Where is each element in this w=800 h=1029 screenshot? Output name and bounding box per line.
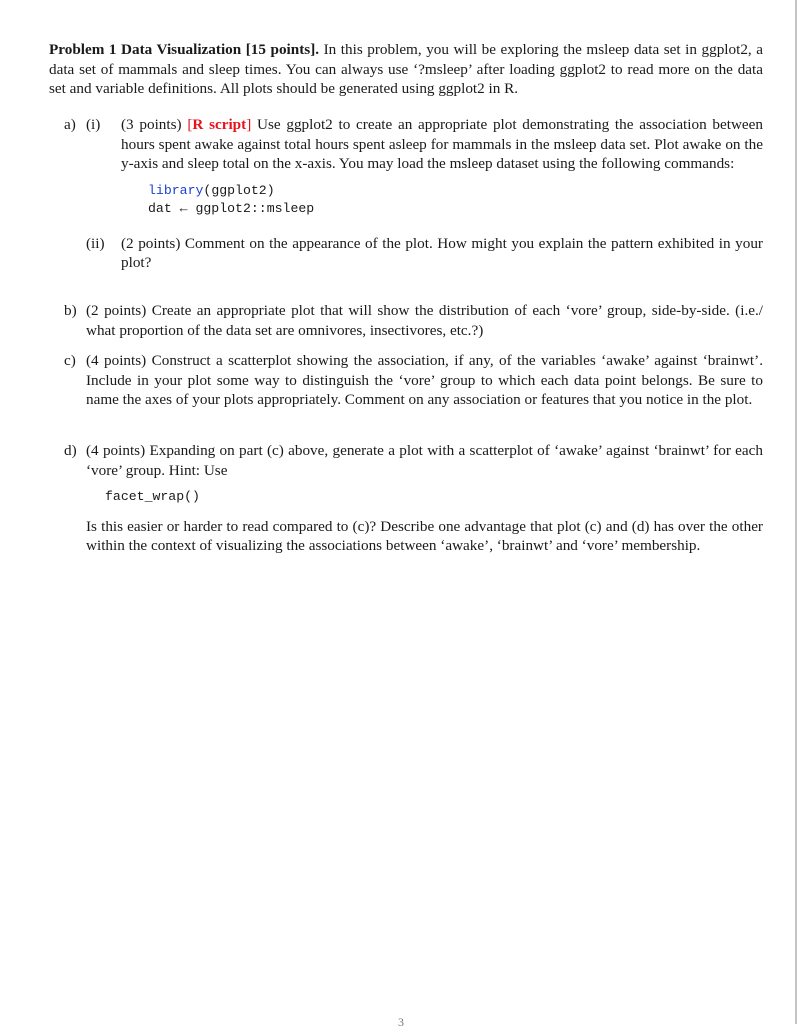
part-a-i-points: (3 points) (121, 116, 182, 133)
code-facet-wrap: facet_wrap() (105, 489, 200, 504)
part-d (49, 441, 763, 556)
r-script-tag: [R script] (187, 116, 252, 133)
problem-heading: Problem 1 Data Visualization [15 points]. (49, 41, 320, 58)
part-c (49, 351, 763, 410)
part-c-marker: c) (64, 352, 76, 369)
code-line-dat: dat ← ggplot2::msleep (148, 201, 315, 216)
part-d-marker: d) (64, 442, 77, 459)
part-a-i-marker: (i) (86, 116, 101, 133)
part-b-text: (2 points) Create an appropriate plot that will show the distribution of each ‘vore’ group, side-by-side. (i.e./ what proportion of the data set are omnivores, insectivores, etc.?) (86, 302, 763, 339)
part-a-i (86, 115, 763, 219)
code-line-library: library(ggplot2) (148, 182, 275, 198)
part-c-text: (4 points) Construct a scatterplot showing the association, if any, of the variables ‘awake’ against ‘brainwt’. Include in your plot some way to distinguish the ‘vore’ group to which each data point belongs. Be sure to name the axes of your plots appropriately. Comment on any association or features that you notice in the plot. (86, 352, 763, 408)
problem-intro (49, 40, 763, 99)
part-a-ii-marker: (ii) (86, 234, 105, 252)
part-a-ii (86, 234, 763, 273)
part-a-i-text: Use ggplot2 to create an appropriate plot demonstrating the association between hours spent awake against total hours spent asleep for mammals in the msleep data set. Plot awake on the y-axis and sleep total on the x-axis. You may load the msleep dataset using the following commands: (121, 116, 764, 172)
part-a-marker: a) (64, 116, 76, 133)
part-b (49, 301, 763, 340)
part-a (49, 115, 763, 273)
part-d-followup: Is this easier or harder to read compared to (c)? Describe one advantage that plot (c) and (d) has over the other within the context of visualizing the associations between ‘awake’, ‘brainwt’ and ‘vore’ membership. (86, 517, 763, 554)
page-number: 3 (398, 1015, 404, 1029)
part-b-marker: b) (64, 302, 77, 319)
part-d-text: (4 points) Expanding on part (c) above, generate a plot with a scatterplot of ‘awake’ against ‘brainwt’ for each ‘vore’ group. Hint: Use (86, 442, 763, 479)
problem-intro-text: In this problem, you will be exploring the msleep data set in ggplot2, a data set of mammals and sleep times. You can always use ‘?msleep’ after loading ggplot2 to read more on the data set and variable definitions. All plots should be generated using ggplot2 in R. (49, 41, 764, 97)
part-a-ii-text: (2 points) Comment on the appearance of the plot. How might you explain the pattern exhibited in your plot? (121, 234, 763, 271)
code-block-load (148, 182, 763, 219)
